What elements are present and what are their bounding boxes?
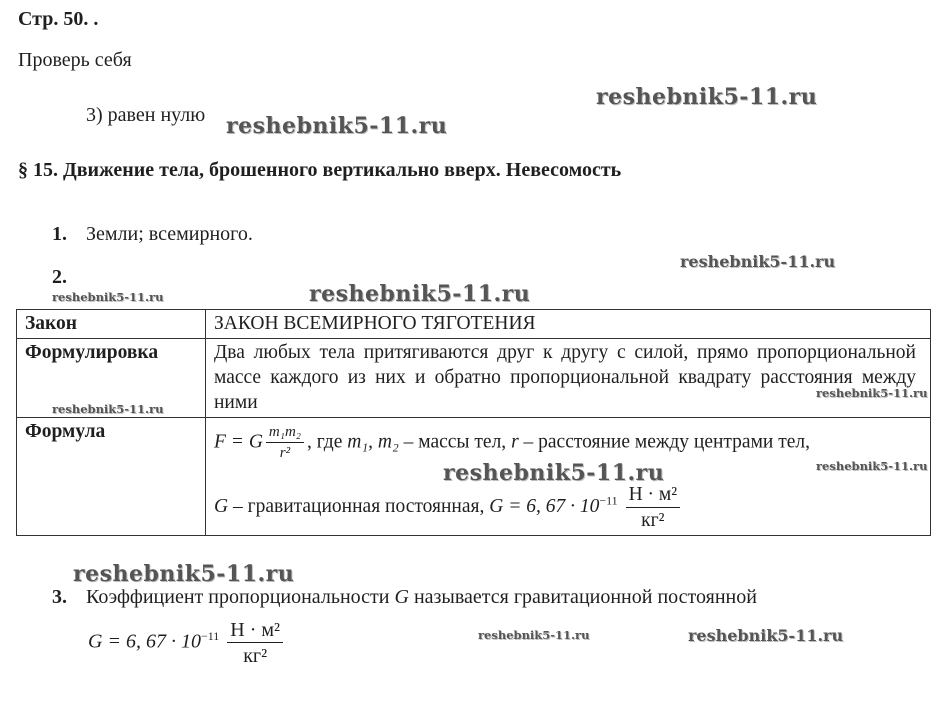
formula-g-symbol: G: [214, 495, 229, 517]
task-3-unit-num: Н · м²: [227, 620, 283, 643]
task-3-text-before: Коэффициент пропорциональности: [86, 586, 390, 608]
formula-line-2: [214, 485, 924, 530]
task-1-text: Земли; всемирного.: [86, 223, 253, 245]
watermark: reshebnik5-11.ru: [226, 113, 448, 139]
task-3-equation: G = 6, 67 · 10: [88, 630, 201, 653]
formula-where: , где: [307, 431, 343, 453]
task-3-unit-den: кг²: [243, 645, 268, 667]
formula-line-1: [214, 425, 924, 461]
watermark: reshebnik5-11.ru: [52, 402, 164, 416]
answer-3: 3) равен нулю: [86, 104, 206, 126]
formula-r: r: [511, 431, 519, 453]
task-2-number: 2.: [52, 266, 67, 288]
watermark: reshebnik5-11.ru: [443, 460, 665, 486]
watermark: reshebnik5-11.ru: [688, 626, 844, 645]
page-reference: Стр. 50. .: [18, 8, 99, 30]
formula-g-unit-den: кг²: [641, 509, 665, 531]
section-title: § 15. Движение тела, брошенного вертикально вверх. Невесомость: [18, 159, 622, 181]
task-3-number: 3.: [52, 586, 67, 608]
task-3-formula: [88, 620, 286, 666]
watermark: reshebnik5-11.ru: [73, 561, 295, 587]
formula-denominator: r²: [279, 445, 291, 461]
task-3-exponent: −11: [200, 628, 220, 643]
watermark: reshebnik5-11.ru: [309, 281, 531, 307]
wording-header-cell: Формулировка: [17, 339, 206, 418]
formula-g-description: – гравитационная постоянная,: [232, 495, 485, 517]
formula-numerator: m₁m₂: [266, 425, 304, 443]
watermark: reshebnik5-11.ru: [816, 459, 928, 473]
formula-masses: – массы тел,: [403, 431, 507, 453]
task-3-text-after: называется гравитационной постоянной: [413, 586, 757, 608]
formula-m2: m₂: [377, 431, 399, 453]
watermark: reshebnik5-11.ru: [52, 290, 164, 304]
formula-distance: – расстояние между центрами тел,: [523, 431, 811, 453]
formula-g-unit: [626, 485, 681, 530]
task-1: [52, 223, 253, 246]
watermark: reshebnik5-11.ru: [680, 252, 836, 271]
formula-fraction: [266, 425, 304, 461]
formula-g-equation: G = 6, 67 · 10: [489, 495, 600, 517]
formula-g-exponent: −11: [599, 493, 618, 508]
task-3-g-symbol: G: [394, 586, 409, 608]
watermark: reshebnik5-11.ru: [478, 628, 590, 642]
formula-header-cell: Формула: [17, 418, 206, 536]
task-1-number: 1.: [52, 223, 67, 245]
law-value-cell: ЗАКОН ВСЕМИРНОГО ТЯГОТЕНИЯ: [206, 310, 931, 339]
task-3: [52, 586, 757, 609]
table-row-law: [17, 310, 931, 339]
watermark: reshebnik5-11.ru: [816, 386, 928, 400]
wording-value-cell: Два любых тела притягиваются друг к другу с силой, прямо пропорциональной массе каждого из них и обратно пропорциональной квадрату расстояния между ними: [206, 339, 931, 418]
law-table: [16, 309, 931, 536]
formula-m1: m₁,: [347, 431, 373, 453]
watermark: reshebnik5-11.ru: [596, 84, 818, 110]
formula-g-unit-num: Н · м²: [626, 485, 681, 508]
formula-lhs: F = G: [214, 431, 263, 453]
check-yourself-heading: Проверь себя: [18, 49, 132, 71]
law-header-cell: Закон: [17, 310, 206, 339]
task-3-unit: [227, 620, 283, 666]
